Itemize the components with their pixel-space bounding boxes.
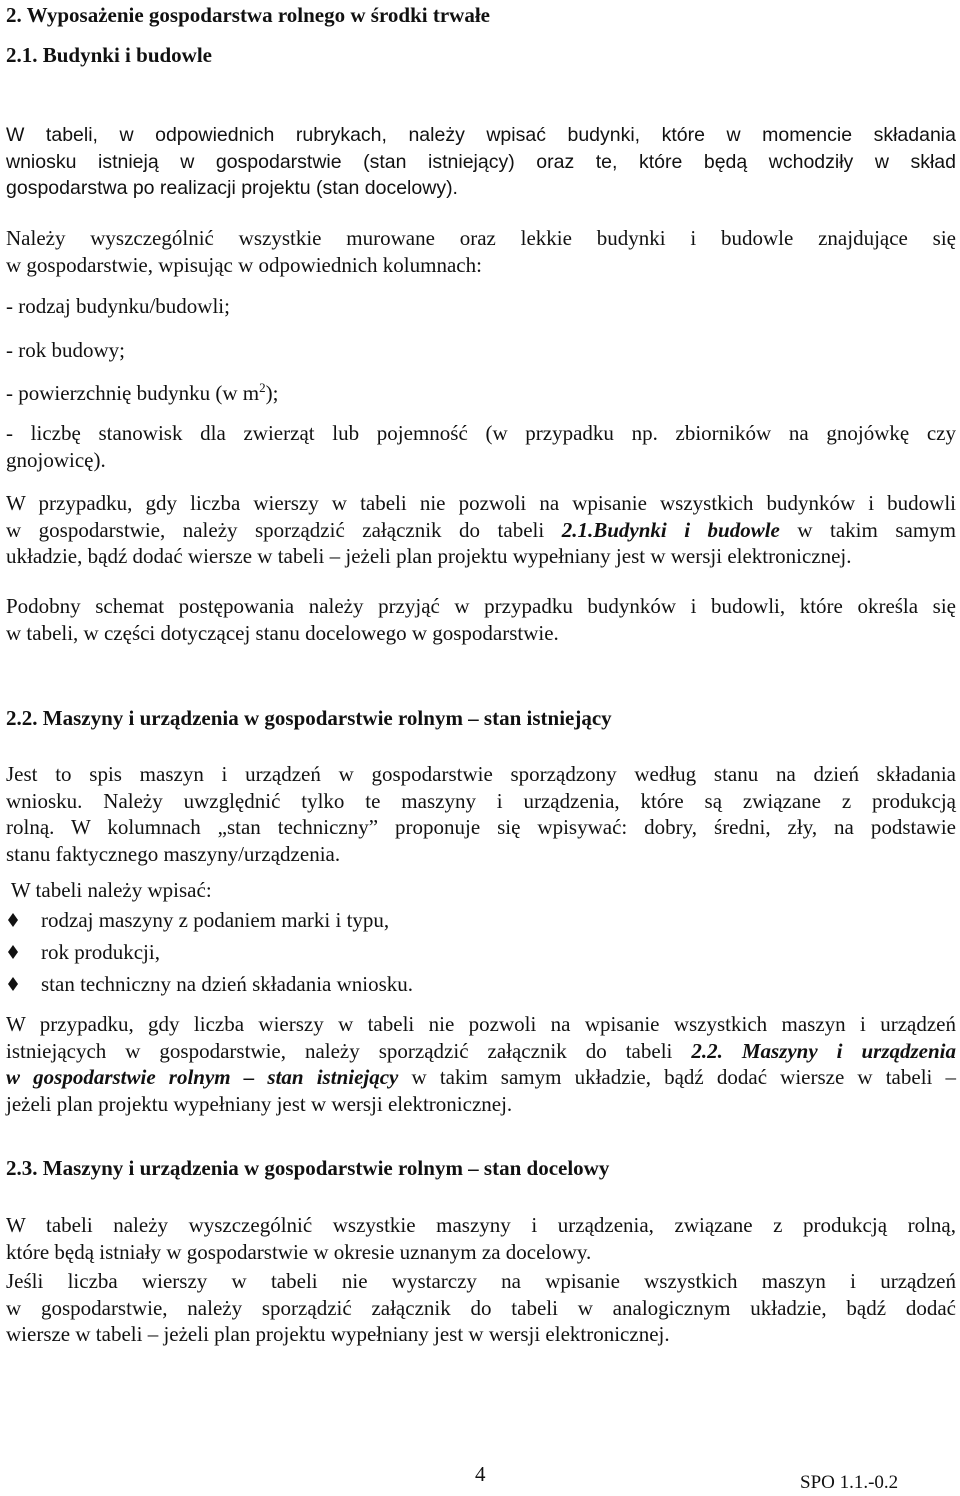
list-item-building-area bbox=[6, 380, 956, 407]
list-item-construction-year: - rok budowy; bbox=[6, 338, 125, 362]
machine-fields-list bbox=[6, 904, 956, 1000]
list-item-animal-places bbox=[6, 420, 956, 473]
text-fragment: - powierzchnię budynku (w m bbox=[6, 381, 260, 405]
text-line: stanu faktycznego maszyny/urządzenia. bbox=[6, 841, 341, 866]
paragraph-machines-target-annex bbox=[6, 1268, 956, 1348]
page-number: 4 bbox=[475, 1462, 486, 1486]
text-line: które będą istniały w gospodarstwie w okresie uznanym za docelowy. bbox=[6, 1239, 592, 1264]
text-line: w gospodarstwie, należy sporządzić załącznik do tabeli 2.1.Budynki i budowle w takim samym bbox=[6, 517, 957, 542]
section-heading-2-3: 2.3. Maszyny i urządzenia w gospodarstwie rolnym – stan docelowy bbox=[6, 1156, 610, 1180]
text-line: w tabeli, w części dotyczącej stanu docelowego w gospodarstwie. bbox=[6, 620, 559, 645]
diamond-bullet-icon bbox=[6, 977, 20, 991]
paragraph-buildings-annex bbox=[6, 490, 956, 570]
bullet-text: rok produkcji, bbox=[41, 940, 160, 964]
text-line: jeżeli plan projektu wypełniany jest w wersji elektronicznej. bbox=[6, 1091, 513, 1116]
list-intro: W tabeli należy wpisać: bbox=[6, 878, 212, 902]
section-heading-2: 2. Wyposażenie gospodarstwa rolnego w środki trwałe bbox=[6, 3, 490, 27]
text-line: gnojowicę). bbox=[6, 447, 106, 472]
text-line: Należy wyszczególnić wszystkie murowane oraz lekkie budynki i budowle znajdujące się bbox=[6, 226, 956, 250]
bullet-text: rodzaj maszyny z podaniem marki i typu, bbox=[41, 908, 390, 932]
diamond-bullet-icon bbox=[6, 945, 20, 959]
paragraph-machines-target bbox=[6, 1212, 956, 1265]
text-line: w gospodarstwie, należy sporządzić załącznik do tabeli w analogicznym układzie, bądź dodać bbox=[6, 1295, 956, 1320]
diamond-bullet-icon bbox=[6, 913, 20, 927]
text-line: wniosku istnieją w gospodarstwie (stan istniejący) oraz te, które będą wchodziły w skład bbox=[6, 150, 956, 173]
paragraph-machines-annex bbox=[6, 1011, 956, 1117]
text-line: w gospodarstwie, wpisując w odpowiednich kolumnach: bbox=[6, 252, 482, 277]
table-reference: 2.2. Maszyny i urządzenia bbox=[691, 1038, 956, 1063]
paragraph-buildings-intro bbox=[6, 122, 956, 202]
text-fragment: ); bbox=[265, 381, 279, 405]
table-reference: 2.1.Budynki i budowle bbox=[561, 517, 780, 542]
paragraph-buildings-target bbox=[6, 593, 956, 646]
text-line: istniejących w gospodarstwie, należy sporządzić załącznik do tabeli 2.2. Maszyny i urządzenia bbox=[6, 1038, 956, 1063]
list-item bbox=[6, 968, 956, 1000]
list-item bbox=[6, 936, 956, 968]
superscript: 2 bbox=[259, 380, 266, 395]
text-line: W tabeli należy wyszczególnić wszystkie maszyny i urządzenia, związane z produkcją rolną, bbox=[6, 1213, 956, 1237]
text-line: gospodarstwa po realizacji projektu (stan docelowy). bbox=[6, 177, 458, 199]
text-line: - liczbę stanowisk dla zwierząt lub pojemność (w przypadku np. zbiorników na gnojówkę czy bbox=[6, 421, 956, 445]
section-heading-2-2: 2.2. Maszyny i urządzenia w gospodarstwie rolnym – stan istniejący bbox=[6, 706, 612, 730]
paragraph-machines-existing bbox=[6, 761, 956, 867]
bullet-text: stan techniczny na dzień składania wniosku. bbox=[41, 972, 414, 996]
list-item bbox=[6, 904, 956, 936]
list-item-building-type: - rodzaj budynku/budowli; bbox=[6, 294, 230, 318]
text-line: w gospodarstwie rolnym – stan istniejący w takim samym układzie, bądź dodać wiersze w tabeli – bbox=[6, 1065, 956, 1089]
text-line: W tabeli, w odpowiednich rubrykach, należy wpisać budynki, które w momencie składania bbox=[6, 124, 956, 146]
text-line: Jest to spis maszyn i urządzeń w gospodarstwie sporządzony według stanu na dzień składania bbox=[6, 762, 956, 786]
text-line: rolną. W kolumnach „stan techniczny” proponuje się wpisywać: dobry, średni, zły, na podstawie bbox=[6, 815, 956, 839]
document-code: SPO 1.1.-0.2 bbox=[800, 1472, 899, 1493]
text-line: Jeśli liczba wierszy w tabeli nie wystarczy na wpisanie wszystkich maszyn i urządzeń bbox=[6, 1269, 956, 1293]
table-reference: w gospodarstwie rolnym – stan istniejący bbox=[6, 1065, 399, 1089]
text-line: W przypadku, gdy liczba wierszy w tabeli nie pozwoli na wpisanie wszystkich budynków i budowli bbox=[6, 491, 956, 515]
text-line: W przypadku, gdy liczba wierszy w tabeli nie pozwoli na wpisanie wszystkich maszyn i urządzeń bbox=[6, 1012, 956, 1036]
section-heading-2-1: 2.1. Budynki i budowle bbox=[6, 43, 213, 67]
text-line: układzie, bądź dodać wiersze w tabeli – jeżeli plan projektu wypełniany jest w wersji elektronicznej. bbox=[6, 544, 852, 568]
text-line: Podobny schemat postępowania należy przyjąć w przypadku budynków i budowli, które określa się bbox=[6, 594, 956, 618]
text-line: wniosku. Należy uwzględnić tylko te maszyny i urządzenia, które są związane z produkcją bbox=[6, 788, 956, 813]
text-line: wiersze w tabeli – jeżeli plan projektu wypełniany jest w wersji elektronicznej. bbox=[6, 1322, 670, 1346]
paragraph-buildings-details bbox=[6, 225, 956, 278]
